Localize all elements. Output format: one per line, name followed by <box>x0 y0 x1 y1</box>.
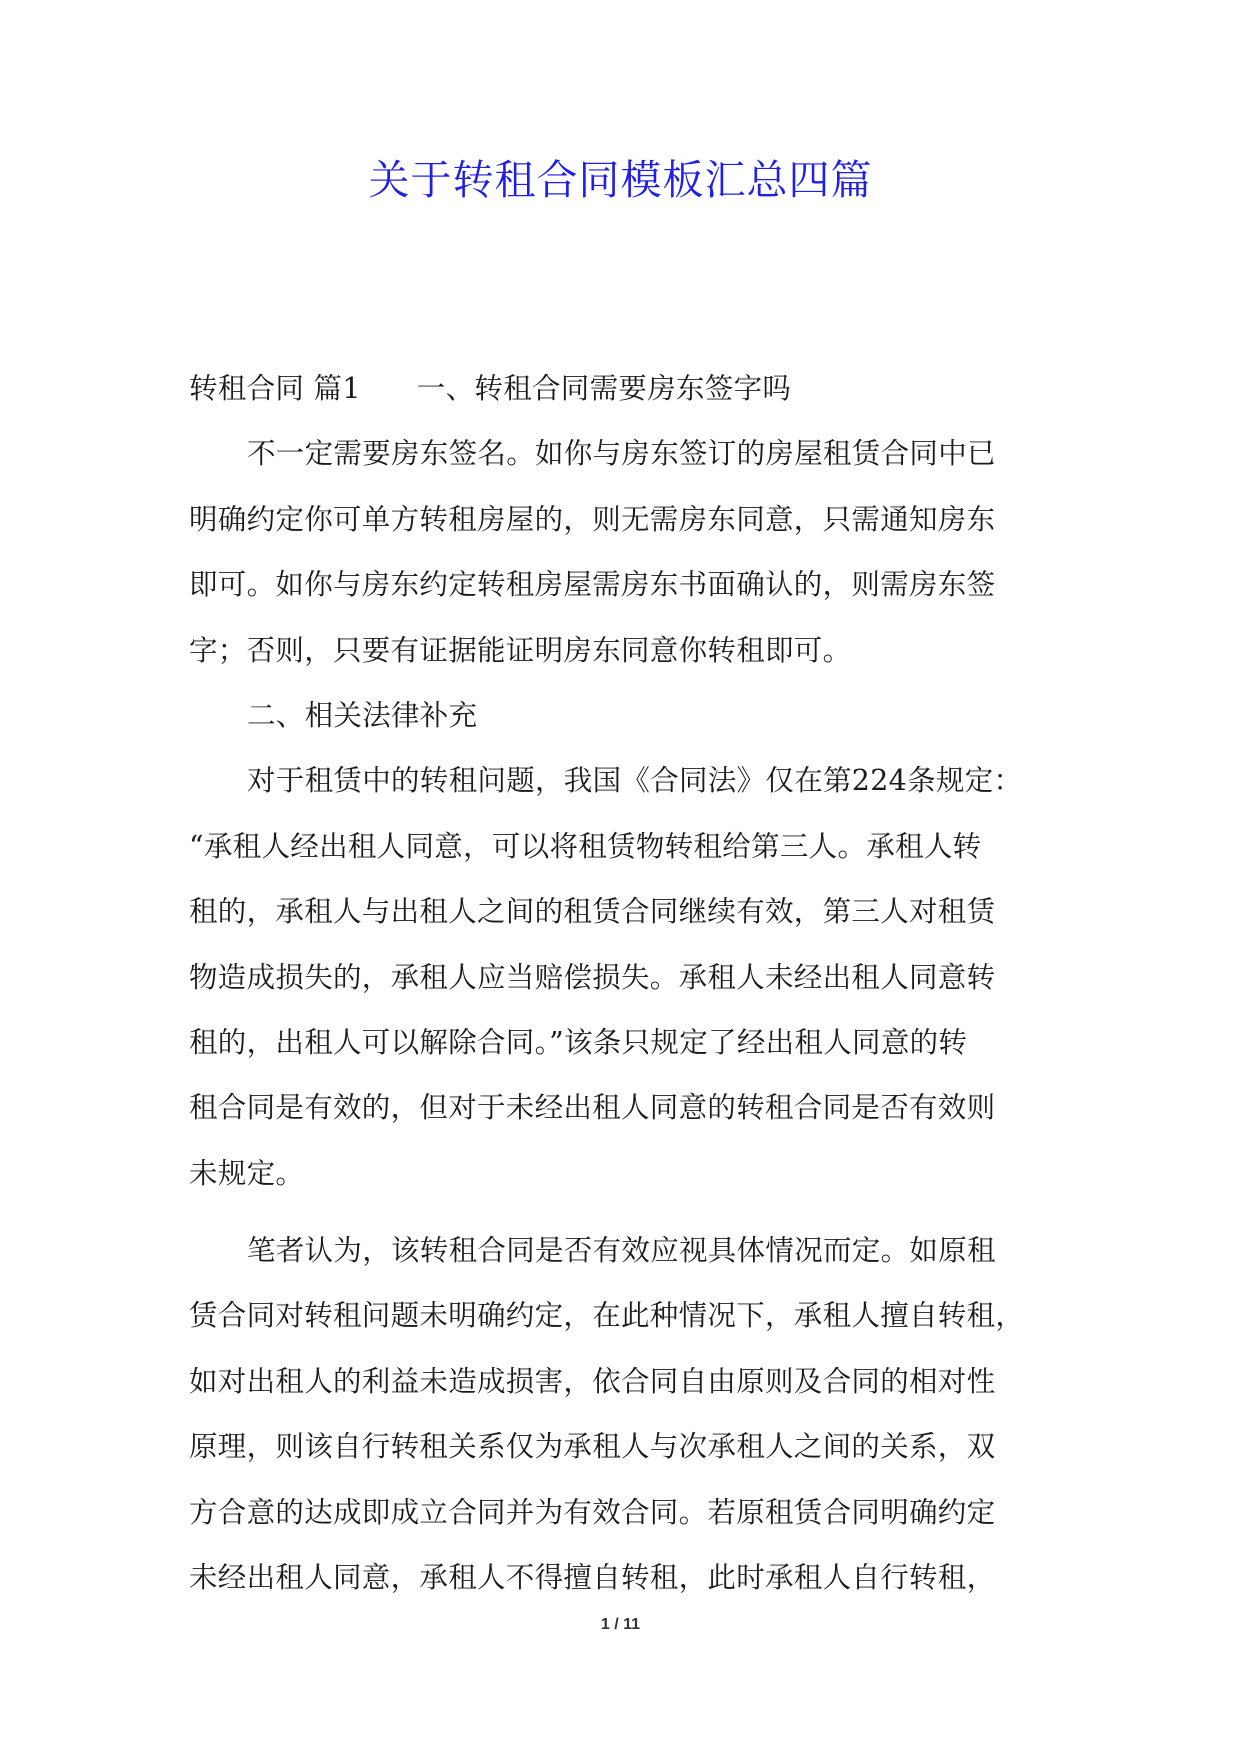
paragraph-line: 租的，出租人可以解除合同。”该条只规定了经出租人同意的转 <box>189 1025 968 1059</box>
paragraph-line: 租的，承租人与出租人之间的租赁合同继续有效，第三人对租赁 <box>189 895 996 929</box>
paragraph-line: 对于租赁中的转租问题，我国《合同法》仅在第224条规定： <box>247 764 1023 798</box>
section-title: 一、转租合同需要房东签字吗 <box>416 372 792 405</box>
paragraph-line: 赁合同对转租问题未明确约定，在此种情况下，承租人擅自转租， <box>189 1299 1025 1333</box>
article-label: 转租合同 篇1 <box>189 372 361 405</box>
document-body <box>189 356 1057 1610</box>
paragraph-line: 方合意的达成即成立合同并为有效合同。若原租赁合同明确约定 <box>189 1495 996 1529</box>
paragraph-line: 笔者认为，该转租合同是否有效应视具体情况而定。如原租 <box>247 1234 996 1268</box>
subsection-heading: 二、相关法律补充 <box>247 698 478 732</box>
section-heading <box>189 356 1057 421</box>
paragraph-line: 即可。如你与房东约定转租房屋需房东书面确认的，则需房东签 <box>189 568 996 602</box>
paragraph-line: 字；否则，只要有证据能证明房东同意你转租即可。 <box>189 633 852 667</box>
paragraph-line: “承租人经出租人同意，可以将租赁物转租给第三人。承租人转 <box>189 829 982 863</box>
paragraph-line: 未规定。 <box>189 1156 305 1190</box>
paragraph-line: 租合同是有效的，但对于未经出租人同意的转租合同是否有效则 <box>189 1091 996 1125</box>
paragraph-line: 如对出租人的利益未造成损害，依合同自由原则及合同的相对性 <box>189 1364 996 1398</box>
paragraph-line: 物造成损失的，承租人应当赔偿损失。承租人未经出租人同意转 <box>189 960 996 994</box>
paragraph-line: 原理，则该自行转租关系仅为承租人与次承租人之间的关系，双 <box>189 1430 996 1464</box>
page-number: 1 / 11 <box>600 1616 641 1633</box>
paragraph-line: 明确约定你可单方转租房屋的，则无需房东同意，只需通知房东 <box>189 502 996 536</box>
paragraph-line: 不一定需要房东签名。如你与房东签订的房屋租赁合同中已 <box>247 437 996 471</box>
document-title: 关于转租合同模板汇总四篇 <box>368 156 873 204</box>
paragraph-line: 未经出租人同意，承租人不得擅自转租，此时承租人自行转租， <box>189 1561 996 1595</box>
